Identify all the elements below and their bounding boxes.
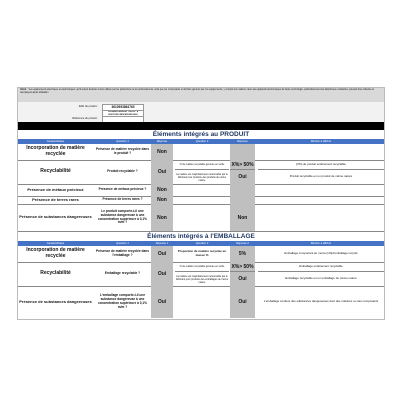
row-answer-1: Oui: [151, 246, 173, 262]
row-question-2: [175, 184, 229, 196]
table-row: [18, 286, 384, 318]
row-answer-2: Non: [230, 204, 255, 231]
row-question-2a: % de matière recyclable générée en sortie: [175, 262, 229, 272]
product-environmental-sheet: [17, 87, 385, 320]
table-row: [18, 246, 384, 263]
ean-value: 3610993864763: [102, 104, 144, 111]
row-question-2b: La matière est majoritairement retournable par le fabricant pour produire des emballages de même nature: [175, 274, 229, 284]
row-characteristic: Incorporation de matière recyclée: [26, 145, 85, 157]
header-reponse-1: Réponse 1: [155, 242, 169, 245]
row-characteristic: Présence de métaux précieux: [27, 186, 84, 192]
header-question-2: Question 2: [195, 140, 209, 143]
row-question-2: [175, 286, 229, 318]
row-characteristic: Présence de substances dangereuses: [19, 214, 92, 220]
row-answer-2: [230, 144, 255, 160]
header-reponse-2: Réponse 2: [236, 242, 249, 245]
row-answer-2-group: [230, 262, 255, 286]
row-question-2: Proportion de matière recyclée en masse %: [177, 249, 227, 257]
header-question-2: Question 2: [195, 242, 209, 245]
header-caracteristique: Caractéristique: [46, 140, 65, 143]
row-answer-1: Non: [151, 144, 173, 160]
row-mention-a: [X%] du produit entièrement recyclable: [258, 160, 384, 170]
row-question-2-group: [175, 160, 229, 184]
row-question-1: Présence de métaux précieux ?: [98, 187, 147, 192]
row-question-1: Le produit comporte-t-il une substance dangereuse à une concentration supérieure à 0,1% m/m ?: [97, 208, 148, 225]
header-caracteristique: Caractéristique: [46, 242, 65, 245]
separator-bar: [18, 122, 384, 130]
row-question-1: L'emballage comporte-t-il une substance dangereuse à une concentration supérieure à 0,1% m/m ?: [97, 293, 148, 309]
row-mention: [258, 204, 384, 231]
row-mention-group: [258, 262, 384, 286]
table-row: [18, 144, 384, 161]
header-question-1: Question 1: [116, 242, 129, 245]
row-mention-b: Produit recyclable en un produit de même nature: [289, 174, 353, 179]
row-characteristic: Incorporation de matière recyclée: [26, 247, 85, 259]
row-mention-a: Emballage entièrement recyclable: [258, 262, 384, 272]
row-answer-1: Oui: [151, 160, 173, 184]
row-answer-1: Non: [151, 184, 173, 196]
row-answer-1: Non: [151, 196, 173, 204]
row-question-1: Présence de terres rares ?: [102, 197, 143, 202]
row-answer-2a: X%> 50%: [230, 160, 255, 170]
ean-label: EAN du produit :: [78, 105, 98, 108]
table-row: [18, 204, 384, 232]
section-title-emballage: Éléments intégrés à l'EMBALLAGE: [147, 233, 255, 240]
header-reponse-2: Réponse: [237, 140, 248, 143]
row-mention: [258, 196, 384, 204]
intro-text: DEEE : "Les équipements électriques et électroniques, qu'ils soient destinés à être utilisés par les particuliers ou les professionnels, ainsi que les composants et déchets générés par ces équipements, y compris les matières rares des appareils électroniques de haute technologie, particulièrement les téléphones et tablettes, pouvant être collectés et réemployés après utilisation: [18, 88, 384, 102]
row-mention: [258, 184, 384, 196]
row-answer-2-group: [230, 160, 255, 184]
row-answer-2a: X%> 50%: [230, 262, 255, 272]
row-answer-2: 5%: [230, 246, 255, 262]
header-reponse-1: Réponse: [156, 140, 168, 143]
row-answer-1: Oui: [151, 262, 173, 286]
row-answer-2: [230, 184, 255, 196]
row-question-2: [175, 204, 229, 231]
header-question-1: Question 1: [116, 140, 129, 143]
row-answer-2b: Oui: [238, 276, 247, 282]
row-answer-2b: Oui: [238, 174, 247, 180]
reference-label: Référence du produit :: [72, 117, 98, 120]
row-question-1: Produit recyclable ?: [107, 169, 138, 174]
row-answer-1: Oui: [151, 286, 173, 318]
header-mention: Mention à afficher: [310, 140, 332, 143]
row-question-1: Présence de matière recyclée dans le produit ?: [96, 147, 149, 155]
row-answer-2: [230, 196, 255, 204]
row-characteristic: Recyclabilité: [40, 270, 71, 277]
header-mention: Mention à afficher: [310, 242, 332, 245]
product-meta: [18, 102, 384, 122]
row-question-2: [175, 144, 229, 160]
table-row: [18, 160, 384, 185]
row-characteristic: Recyclabilité: [40, 168, 71, 175]
row-mention: L'emballage contient des substances dangereuses dont des matières ou des composants: [263, 299, 379, 304]
row-answer-1: Non: [151, 204, 173, 231]
table-row: [18, 262, 384, 287]
row-mention-group: [258, 160, 384, 184]
designation-value: PROMIER SENSOR TOUCH - 4 BOUTONS INDICATEUR HIGH: [102, 110, 144, 117]
row-question-1: Présence de matière recyclée dans l'emballage ?: [96, 249, 149, 257]
section-title-produit: Éléments intégrés au PRODUIT: [152, 131, 250, 138]
row-question-2a: % de matière recyclable générée en sortie: [175, 160, 229, 170]
row-question-2: [175, 196, 229, 204]
row-question-1: Emballage recyclable ?: [104, 271, 141, 276]
row-answer-2: Oui: [230, 286, 255, 318]
row-characteristic: Présence de substances dangereuses: [19, 298, 92, 304]
row-characteristic: Présence de terres rares: [32, 196, 79, 202]
row-mention: Emballage comportant au moins [x%]d'emballage recyclé: [284, 251, 358, 256]
row-question-2-group: [175, 262, 229, 286]
row-question-2b: La matière est majoritairement retournable par le fabricant pour produire des produits de même nature: [176, 172, 228, 182]
row-mention-b: Emballage recyclable en un emballage de même nature: [285, 276, 357, 281]
row-mention: [258, 144, 384, 160]
